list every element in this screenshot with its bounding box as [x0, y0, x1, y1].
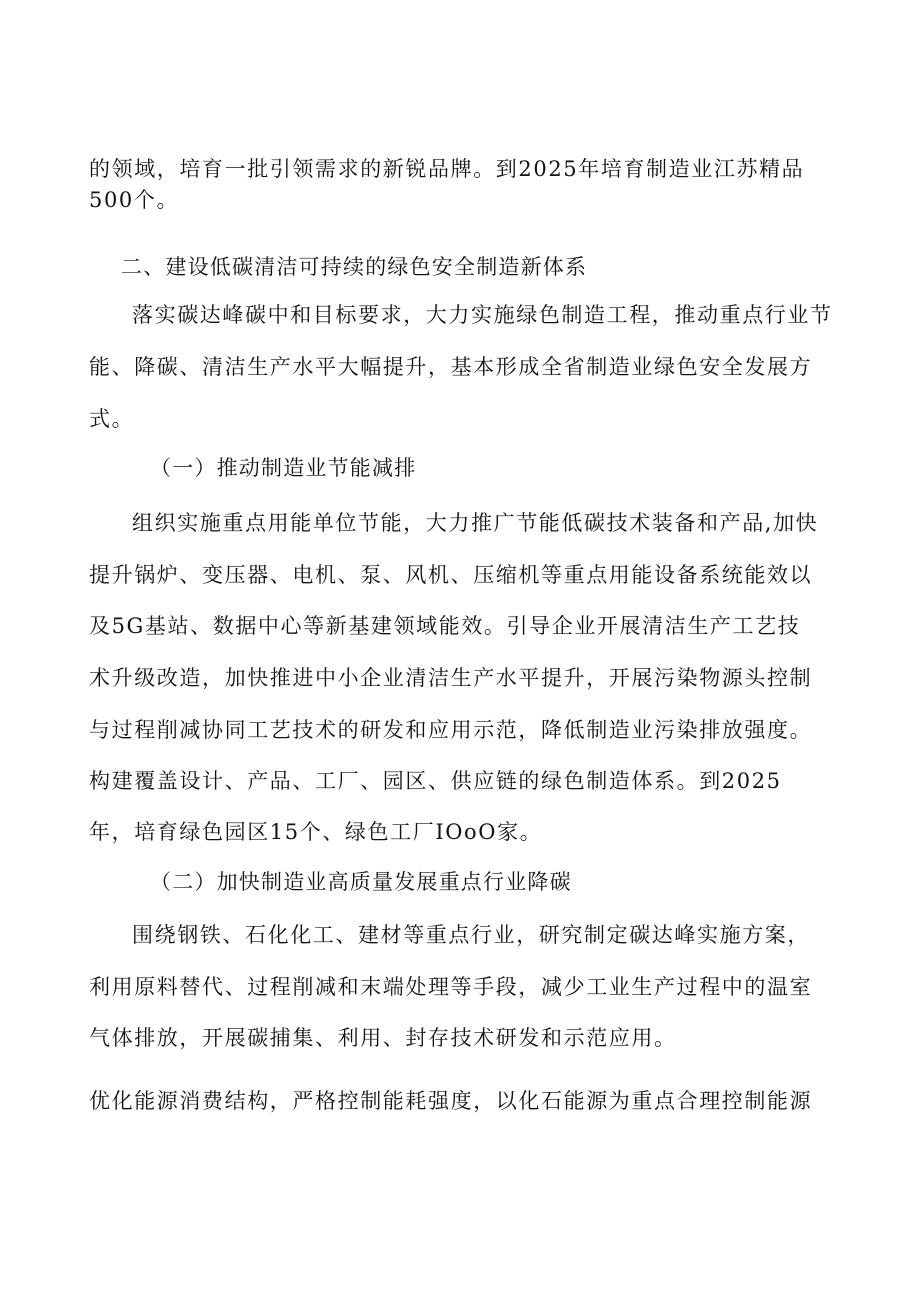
continuation-line-2: 500个。	[89, 188, 180, 212]
paragraph-line: 围绕钢铁、石化化工、建材等重点行业，研究制定碳达峰实施方案，	[132, 923, 810, 947]
paragraph-line: 术升级改造，加快推进中小企业清洁生产水平提升，开展污染物源头控制	[89, 666, 813, 690]
paragraph-line: 组织实施重点用能单位节能，大力推广节能低碳技术装备和产品,加快	[132, 511, 819, 535]
intro-line-3: 式。	[89, 407, 135, 431]
paragraph-line: 与过程削减协同工艺技术的研发和应用示范，降低制造业污染排放强度。	[89, 718, 813, 742]
paragraph-line: 及5G基站、数据中心等新基建领域能效。引导企业开展清洁生产工艺技	[89, 614, 801, 638]
paragraph-line: 年，培育绿色园区15个、绿色工厂IOoO家。	[89, 820, 543, 844]
paragraph-line: 构建覆盖设计、产品、工厂、园区、供应链的绿色制造体系。到2025	[89, 769, 782, 793]
section-heading: 二、建设低碳清洁可持续的绿色安全制造新体系	[121, 255, 588, 279]
paragraph-line: 气体排放，开展碳捕集、利用、封存技术研发和示范应用。	[89, 1026, 677, 1050]
continuation-line-1: 的领域，培育一批引领需求的新锐品牌。到2025年培育制造业江苏精品	[89, 157, 805, 181]
subsection-heading-2: （二）加快制造业高质量发展重点行业降碳	[150, 870, 572, 894]
intro-line-2: 能、降碳、清洁生产水平大幅提升，基本形成全省制造业绿色安全发展方	[89, 355, 813, 379]
paragraph-line: 提升锅炉、变压器、电机、泵、风机、压缩机等重点用能设备系统能效以	[89, 563, 813, 587]
intro-line-1: 落实碳达峰碳中和目标要求，大力实施绿色制造工程，推动重点行业节	[132, 303, 833, 327]
paragraph-line: 利用原料替代、过程削减和末端处理等手段，减少工业生产过程中的温室	[89, 975, 813, 999]
closing-line: 优化能源消费结构，严格控制能耗强度，以化石能源为重点合理控制能源	[89, 1089, 813, 1113]
subsection-heading-1: （一）推动制造业节能减排	[150, 456, 417, 480]
